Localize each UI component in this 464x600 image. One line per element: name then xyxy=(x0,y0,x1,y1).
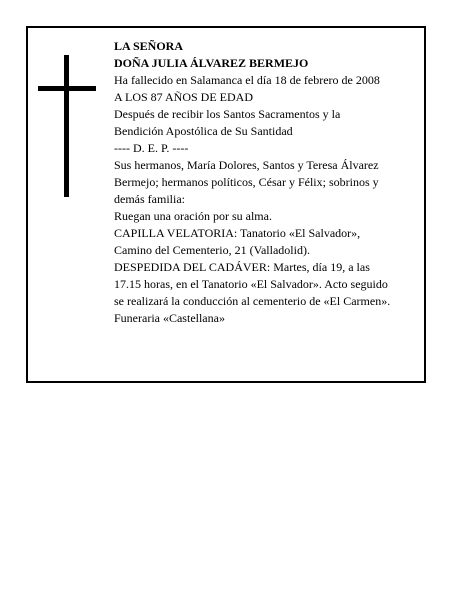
obituary-line: 17.15 horas, en el Tanatorio «El Salvador». Acto seguido xyxy=(114,277,388,291)
obituary-line: Ha fallecido en Salamanca el día 18 de febrero de 2008 xyxy=(114,73,380,87)
obituary-line: se realizará la conducción al cementerio de «El Carmen». xyxy=(114,294,391,308)
obituary-title: LA SEÑORA xyxy=(114,39,184,53)
obituary-line: DESPEDIDA DEL CADÁVER: Martes, día 19, a las xyxy=(114,260,370,274)
deceased-name: DOÑA JULIA ÁLVAREZ BERMEJO xyxy=(114,56,309,70)
cross-icon xyxy=(64,55,69,197)
obituary-line: Bermejo; hermanos políticos, César y Félix; sobrinos y xyxy=(114,175,379,189)
obituary-line: Camino del Cementerio, 21 (Valladolid). xyxy=(114,243,310,257)
obituary-line: Ruegan una oración por su alma. xyxy=(114,209,272,223)
obituary-line: Después de recibir los Santos Sacramentos y la xyxy=(114,107,341,121)
obituary-line: Bendición Apostólica de Su Santidad xyxy=(114,124,293,138)
obituary-line: Funeraria «Castellana» xyxy=(114,311,225,325)
obituary-line: A LOS 87 AÑOS DE EDAD xyxy=(114,90,254,104)
obituary-line: demás familia: xyxy=(114,192,185,206)
obituary-line: ---- D. E. P. ---- xyxy=(114,141,189,155)
obituary-line: CAPILLA VELATORIA: Tanatorio «El Salvador», xyxy=(114,226,361,240)
cross-icon-bar xyxy=(38,86,96,91)
obituary-line: Sus hermanos, María Dolores, Santos y Teresa Álvarez xyxy=(114,158,379,172)
obituary-text xyxy=(114,38,434,327)
